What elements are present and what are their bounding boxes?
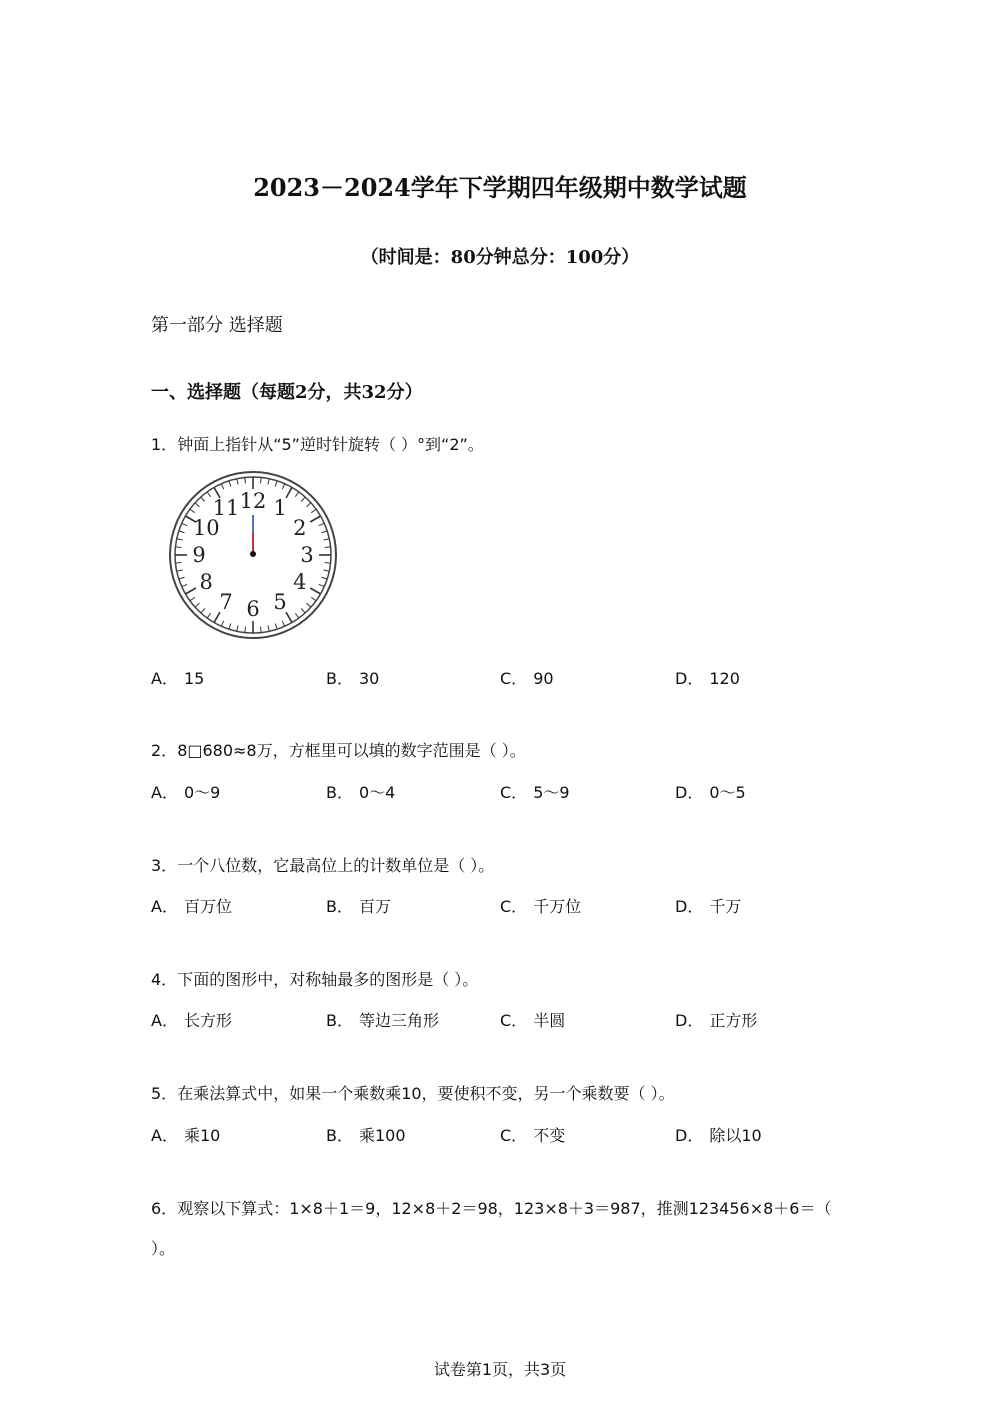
clock-numeral: 4 <box>293 570 307 594</box>
question-text: 下面的图形中，对称轴最多的图形是（ ）。 <box>177 970 479 989</box>
option-c[interactable]: C． 半圆 <box>500 1011 566 1030</box>
option-b[interactable]: B． 30 <box>326 669 380 688</box>
clock-tick <box>325 547 331 548</box>
question-number: 2． <box>151 741 178 760</box>
clock-numeral: 8 <box>199 570 213 594</box>
section-heading: 一、选择题（每题2分，共32分） <box>151 382 423 403</box>
question-number: 4． <box>151 970 178 989</box>
clock-tick <box>261 627 262 633</box>
clock-face-icon <box>168 470 338 640</box>
question-text: 8□680≈8万，方框里可以填的数字范围是（ ）。 <box>177 741 526 760</box>
clock-numeral: 5 <box>273 589 287 614</box>
option-c[interactable]: C． 不变 <box>500 1126 566 1145</box>
page-title: 2023－2024学年下学期四年级期中数学试题 <box>253 173 747 202</box>
option-d[interactable]: D． 除以10 <box>675 1126 762 1145</box>
option-c[interactable]: C． 90 <box>500 669 554 688</box>
clock-tick <box>245 627 246 633</box>
question-number: 1． <box>151 435 178 454</box>
option-c[interactable]: C． 千万位 <box>500 897 582 916</box>
option-b[interactable]: B． 百万 <box>326 897 391 916</box>
question-3 <box>151 853 494 879</box>
question-text: 一个八位数，它最高位上的计数单位是（ ）。 <box>177 856 495 875</box>
option-b[interactable]: B． 乘100 <box>326 1126 406 1145</box>
option-d[interactable]: D． 正方形 <box>675 1011 758 1030</box>
clock-numeral: 10 <box>192 516 220 540</box>
option-d[interactable]: D． 千万 <box>675 897 742 916</box>
option-a[interactable]: A． 乘10 <box>151 1126 221 1145</box>
clock-numeral: 6 <box>246 597 260 621</box>
option-b[interactable]: B． 0～4 <box>326 783 396 802</box>
exam-time-info: （时间是：80分钟总分：100分） <box>360 247 640 268</box>
option-a[interactable]: A． 长方形 <box>151 1011 232 1030</box>
option-b[interactable]: B． 等边三角形 <box>326 1011 439 1030</box>
clock-tick <box>245 477 246 483</box>
question-number: 5． <box>151 1084 178 1103</box>
clock-numeral: 9 <box>192 543 206 567</box>
question-5 <box>151 1081 675 1107</box>
clock-numeral: 12 <box>239 489 267 513</box>
option-a[interactable]: A． 15 <box>151 669 205 688</box>
question-text: 观察以下算式：1×8＋1＝9，12×8＋2＝98，123×8＋3＝987，推测123456×8＋6＝（ <box>177 1199 832 1218</box>
question-6 <box>151 1196 841 1222</box>
clock-numeral: 1 <box>273 496 287 521</box>
question-2 <box>151 738 526 764</box>
clock-numeral: 7 <box>219 589 233 614</box>
page-footer: 试卷第1页，共3页 <box>433 1360 567 1379</box>
question-4 <box>151 967 478 993</box>
question-1 <box>151 432 484 458</box>
question-6-continuation: ）。 <box>151 1239 176 1258</box>
option-c[interactable]: C． 5～9 <box>500 783 570 802</box>
clock-center-dot <box>250 551 256 557</box>
option-a[interactable]: A． 百万位 <box>151 897 232 916</box>
question-number: 6． <box>151 1199 178 1218</box>
question-text: 在乘法算式中，如果一个乘数乘10，要使积不变，另一个乘数要（ ）。 <box>177 1084 675 1103</box>
clock-tick <box>261 477 262 483</box>
clock-tick <box>325 563 331 564</box>
question-text: 钟面上指针从“5”逆时针旋转（ ）°到“2”。 <box>177 435 484 454</box>
clock-image <box>168 470 338 640</box>
question-number: 3． <box>151 856 178 875</box>
clock-tick <box>175 547 181 548</box>
clock-numeral: 11 <box>212 496 240 521</box>
option-a[interactable]: A． 0～9 <box>151 783 221 802</box>
clock-tick <box>175 563 181 564</box>
part-label: 第一部分 选择题 <box>151 315 283 336</box>
clock-numeral: 2 <box>293 516 307 540</box>
option-d[interactable]: D． 120 <box>675 669 740 688</box>
clock-numeral: 3 <box>300 543 314 567</box>
option-d[interactable]: D． 0～5 <box>675 783 746 802</box>
